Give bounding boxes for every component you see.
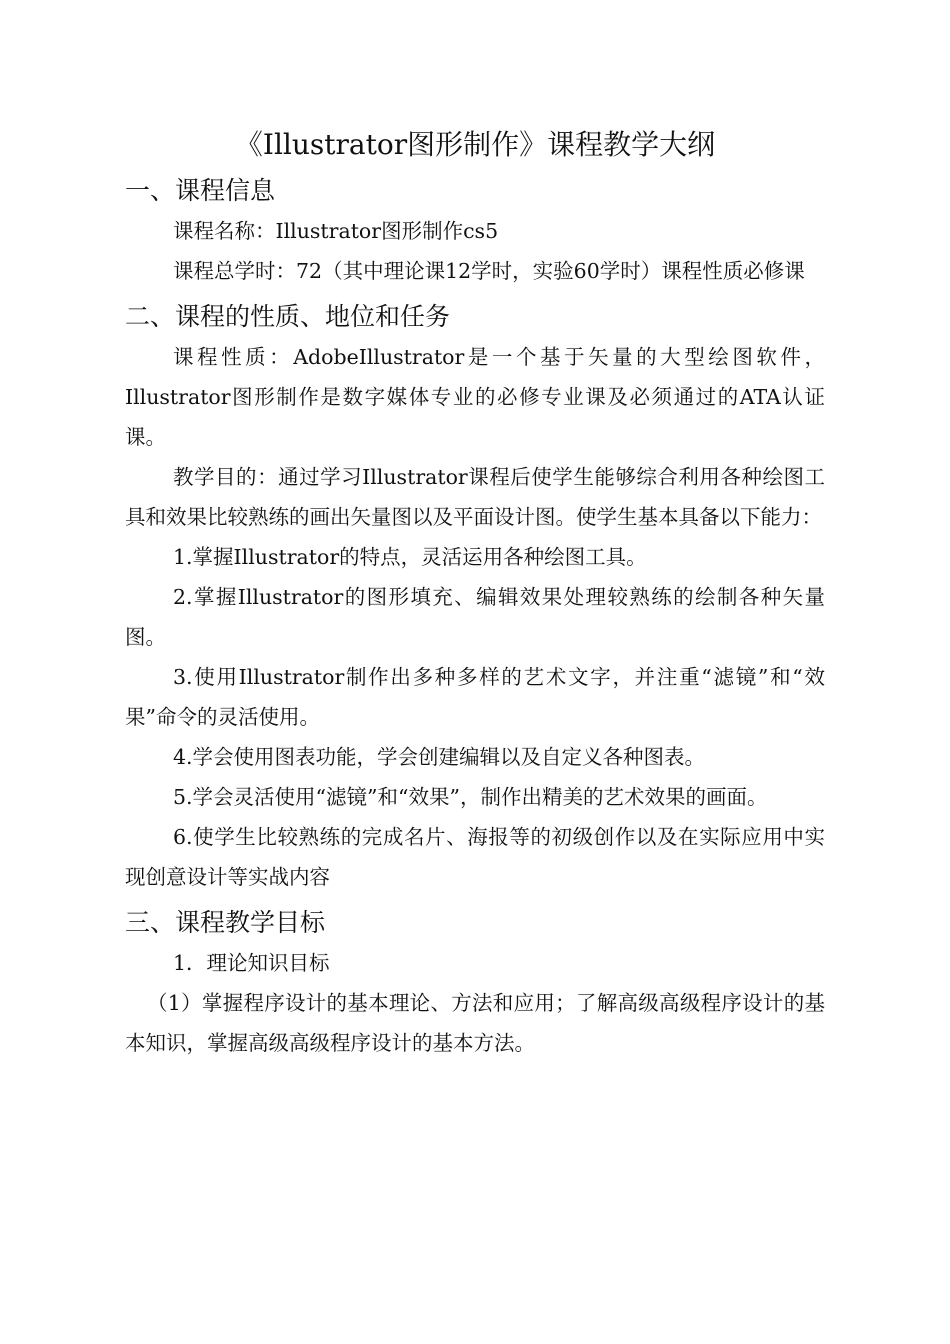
list-item-ability-4: 4.学会使用图表功能，学会创建编辑以及自定义各种图表。 [173,745,706,769]
document-title: 《Illustrator图形制作》课程教学大纲 [234,128,716,161]
document-page [125,125,825,1063]
list-item-ability-2: 2.掌握Illustrator的图形填充、编辑效果处理较熟练的绘制各种矢量图。 [125,585,825,649]
subheading-theory-goal: 1．理论知识目标 [173,951,330,975]
list-item-ability-3: 3.使用Illustrator制作出多种多样的艺术文字，并注重“滤镜”和“效果”命令的灵活使用。 [125,665,825,729]
section-course-nature [125,299,825,897]
section-heading: 三、课程教学目标 [125,908,326,937]
section-heading: 一、课程信息 [125,176,276,205]
paragraph-course-hours: 课程总学时：72（其中理论课12学时，实验60学时）课程性质必修课 [173,259,805,283]
paragraph-teaching-purpose: 教学目的：通过学习Illustrator课程后使学生能够综合利用各种绘图工具和效果比较熟练的画出矢量图以及平面设计图。使学生基本具备以下能力： [125,465,825,529]
paragraph-course-property: 课程性质：AdobeIllustrator是一个基于矢量的大型绘图软件，Illustrator图形制作是数字媒体专业的必修专业课及必须通过的ATA认证课。 [125,345,825,449]
section-teaching-goals [125,905,825,1063]
section-course-info [125,173,825,291]
list-item-ability-6: 6.使学生比较熟练的完成名片、海报等的初级创作以及在实际应用中实现创意设计等实战内容 [125,825,825,889]
paragraph-course-name: 课程名称：Illustrator图形制作cs5 [173,219,499,243]
section-heading: 二、课程的性质、地位和任务 [125,302,451,331]
list-item-ability-1: 1.掌握Illustrator的特点，灵活运用各种绘图工具。 [173,545,647,569]
paragraph-theory-goal-1: （1）掌握程序设计的基本理论、方法和应用；了解高级高级程序设计的基本知识，掌握高级高级程序设计的基本方法。 [125,991,825,1055]
list-item-ability-5: 5.学会灵活使用“滤镜”和“效果”，制作出精美的艺术效果的画面。 [173,785,768,809]
